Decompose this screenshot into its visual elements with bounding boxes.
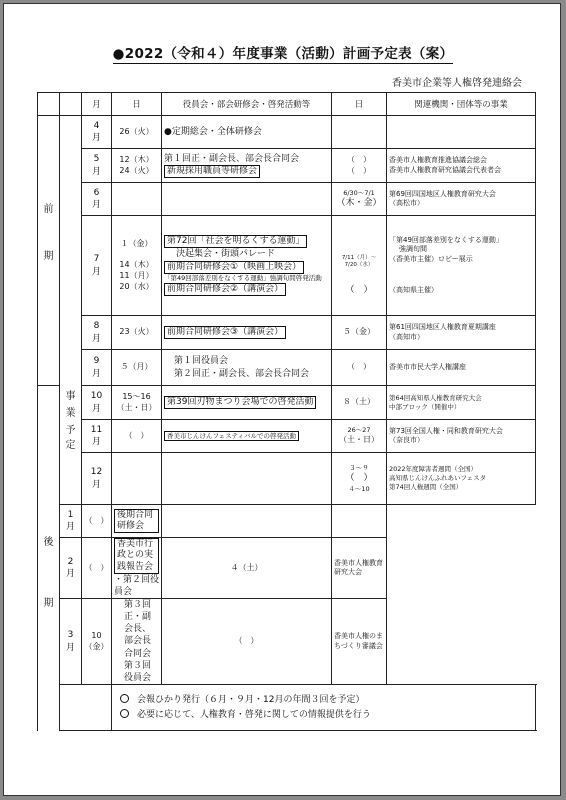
table-row: 5 月 12（木） 24（火） 第１回正・副会長、部会長合同会 新規採用職員等研修会 （ ） （ ） 香美市人権教育推進協議会総会 香美市人権教育研究協議会代表者会 xyxy=(38,149,536,183)
period-second: 後 期 xyxy=(38,386,60,731)
header-row xyxy=(38,93,536,116)
note-item: 必要に応じて、人権教育・啓発に関しての情報提供を行う xyxy=(120,709,527,721)
page-title: ●2022（令和４）年度事業（活動）計画予定表（案） xyxy=(112,46,454,62)
table-row: 11 月 （ ） 香美市じんけんフェスティバルでの啓発活動 26～27 （土・日） 第73回全国人権・同和教育研究大会 （奈良市） xyxy=(38,420,536,453)
period-plan: 事 業 予 定 xyxy=(60,116,82,505)
table-row: 8 月 23（火） 前期合同研修会③（講演会） ５（金） 第61回四国地区人権教育夏期講座 （高知市） xyxy=(38,316,536,350)
header-related: 関連機関・団体等の事業 xyxy=(387,93,536,116)
document-page xyxy=(3,3,561,796)
table-row: 1 月 （ ） 後期合同研修会 xyxy=(38,505,536,538)
schedule-table xyxy=(37,92,536,731)
header-day: 日 xyxy=(112,93,162,116)
note-item: 会報ひかり発行（６月・９月・12月の年間３回を予定） xyxy=(120,694,527,706)
table-row: 12 月 ３～９ （ ） ４～10 2022年度障害者週間（全国） 高知県じんけんふれあいフェスタ 第74回人権週間（全国） xyxy=(38,453,536,505)
table-row: 2 月 （ ） 香美市行政との実践報告会 ・第２回役員会 ４（土） 香美市人権教育研究大会 xyxy=(38,538,536,599)
event-general-meeting: ●定期総会・全体研修会 xyxy=(162,116,332,149)
table-row: 7 月 １（金） 14（木） 11（月） 20（水） 第72回「社会を明るくする運動」 決起集会・街頭パレード 前期合同研修会①（映画上映会） 「第49回部落差別をなくする運動」強調旬間啓発活動 前期合同研修会②（講演会） 7/11（月）～ 7/20（水） （ ） 「第49回部落差別をなくする運動」 強調旬間 （香美市主催）ロビー展示 （高知県主催） xyxy=(38,216,536,316)
table-row: 3 月 10（金） 第３回正・副会長、部会長合同会 第３回役員会 （ ） 香美市人権のまちづくり審議会 xyxy=(38,599,536,685)
organization-name: 香美市企業等人権啓発連絡会 xyxy=(392,78,522,89)
month-apr: 4 月 xyxy=(82,116,112,149)
table-row: 9 月 ５（月） 第１回役員会 第２回正・副会長、部会長合同会 （ ） 香美市市民大学人権講座 xyxy=(38,350,536,386)
table-row: 前 期 事 業 予 定 4 月 26（火） ●定期総会・全体研修会 xyxy=(38,116,536,149)
header-date: 日 xyxy=(332,93,387,116)
table-row: 6 月 6/30～7/1 （木・金） 第69回四国地区人権教育研究大会 （高松市） xyxy=(38,183,536,216)
header-month: 月 xyxy=(82,93,112,116)
period-first: 前 期 xyxy=(38,116,60,350)
notes-row xyxy=(38,685,536,731)
header-events: 役員会・部会研修会・啓発活動等 xyxy=(162,93,332,116)
table-row: 後 期 10 月 15～16 （土・日） 第39回刃物まつり会場での啓発活動 ８（土） 第64回高知県人権教育研究大会 中部ブロック（開催中） xyxy=(38,386,536,420)
